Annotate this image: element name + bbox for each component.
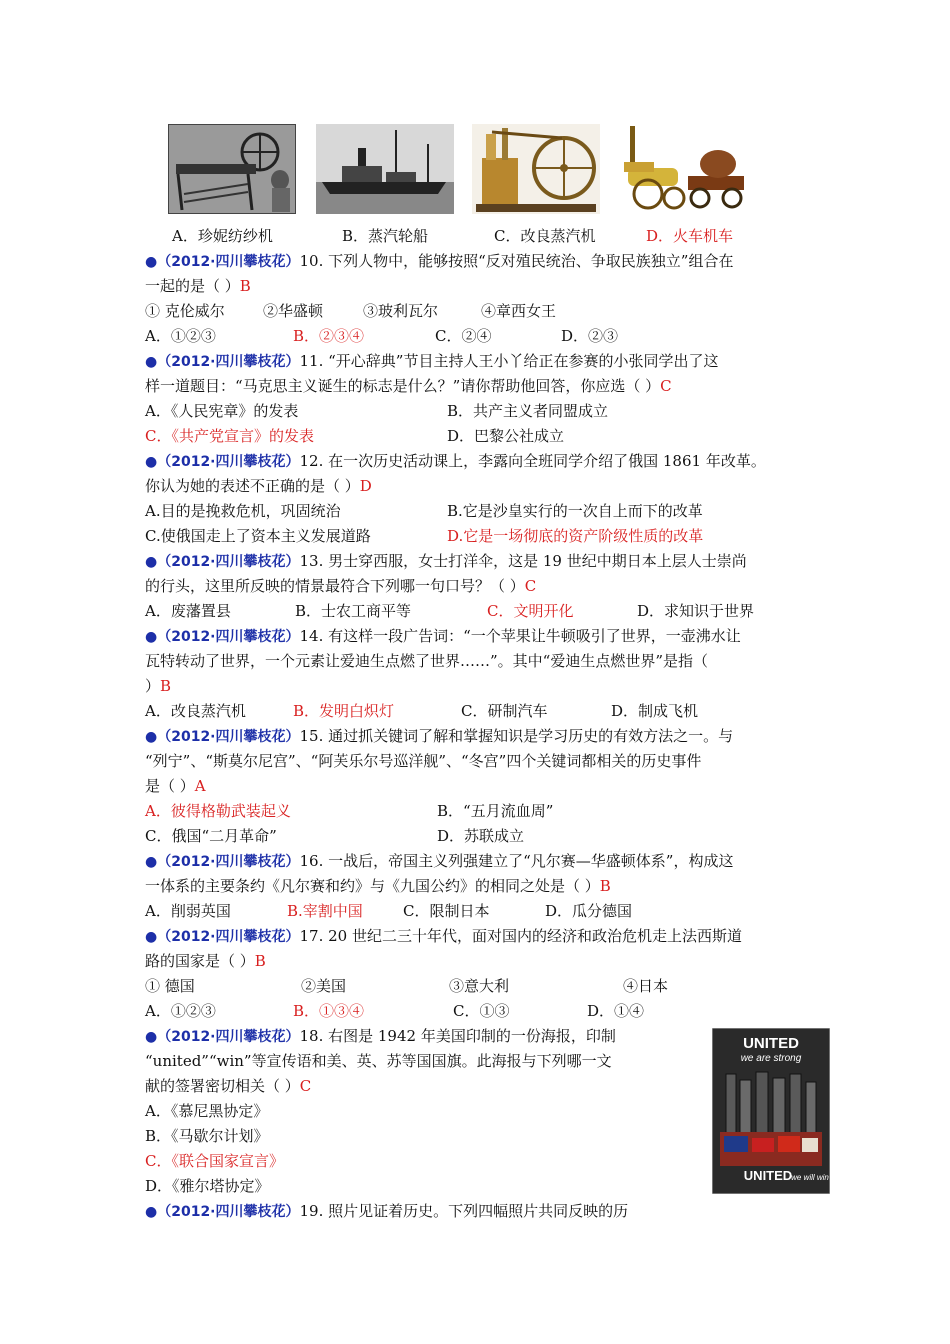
- q15-stem-line3: 是（ ）A: [145, 777, 206, 795]
- steam-engine-image: [472, 124, 600, 214]
- steamship-image: [316, 124, 454, 214]
- q18-option-a: A．《慕尼黑协定》: [145, 1102, 269, 1120]
- q13-options: A．废藩置县 B．士农工商平等 C．文明开化 D．求知识于世界: [145, 602, 755, 620]
- q9-option-d: D．火车机车: [646, 227, 734, 245]
- q9-option-c: C．改良蒸汽机: [494, 227, 596, 245]
- q18-stem-line2: “united”“win”等宣传语和美、英、苏等国国旗。此海报与下列哪一文: [145, 1052, 612, 1070]
- q18-option-d: D．《雅尔塔协定》: [145, 1177, 270, 1195]
- q15-source: ●（2012·四川攀枝花）: [145, 729, 300, 745]
- q18-option-b: B．《马歇尔计划》: [145, 1127, 269, 1145]
- spinning-jenny-image: [168, 124, 296, 214]
- q17-answer: B: [254, 952, 266, 970]
- q14-answer: B: [160, 677, 172, 695]
- q10-answer: B: [239, 277, 251, 295]
- q13-stem-line2: 的行头，这里所反映的情景最符合下列哪一句口号？（ ）C: [145, 577, 537, 595]
- q18-source: ●（2012·四川攀枝花）: [145, 1029, 300, 1045]
- q18-option-c: C．《联合国家宣言》: [145, 1152, 284, 1170]
- svg-text:we are strong: we are strong: [740, 1053, 802, 1064]
- svg-text:UNITED: UNITED: [743, 1035, 799, 1052]
- q11-answer: C: [660, 377, 672, 395]
- q18-stem-line3: 献的签署密切相关（ ）C: [145, 1077, 312, 1095]
- q18-stem-line1: ●（2012·四川攀枝花）18. 右图是 1942 年美国印制的一份海报，印制: [145, 1027, 616, 1045]
- q12-stem-line2: 你认为她的表述不正确的是（ ）D: [145, 477, 372, 495]
- q12-answer: D: [359, 477, 372, 495]
- q15-options-cd: C．俄国“二月革命” D．苏联成立: [145, 827, 525, 845]
- q16-stem-line2: 一体系的主要条约《凡尔赛和约》与《九国公约》的相同之处是（ ）B: [145, 877, 611, 895]
- q16-source: ●（2012·四川攀枝花）: [145, 854, 300, 870]
- q13-source: ●（2012·四川攀枝花）: [145, 554, 300, 570]
- question-9-pictures: [168, 124, 648, 216]
- q10-options: A．①②③ B．②③④ C．②④ D．②③: [145, 327, 619, 345]
- q15-stem-line2: “列宁”、“斯莫尔尼宫”、“阿芙乐尔号巡洋舰”、“冬宫”四个关键词都相关的历史事件: [145, 752, 702, 770]
- q15-answer: A: [194, 777, 206, 795]
- q14-options: A．改良蒸汽机 B．发明白炽灯 C．研制汽车 D．制成飞机: [145, 702, 699, 720]
- q15-stem-line1: ●（2012·四川攀枝花）15. 通过抓关键词了解和掌握知识是学习历史的有效方法之一。与: [145, 727, 734, 745]
- q16-stem-line1: ●（2012·四川攀枝花）16. 一战后，帝国主义列强建立了“凡尔赛—华盛顿体系”，构成这: [145, 852, 734, 870]
- q17-stem-line1: ●（2012·四川攀枝花）17. 20 世纪二三十年代，面对国内的经济和政治危机走上法西斯道: [145, 927, 742, 945]
- q11-options-cd: C．《共产党宣言》的发表 D．巴黎公社成立: [145, 427, 565, 445]
- q12-options-cd: C.使俄国走上了资本主义发展道路 D.它是一场彻底的资产阶级性质的改革: [145, 527, 704, 545]
- q19-stem-line1: ●（2012·四川攀枝花）19. 照片见证着历史。下列四幅照片共同反映的历: [145, 1202, 629, 1220]
- q12-stem-line1: ●（2012·四川攀枝花）12. 在一次历史活动课上，李露向全班同学介绍了俄国 1861 年改革。: [145, 452, 766, 470]
- q14-stem-line1: ●（2012·四川攀枝花）14. 有这样一段广告词：“一个苹果让牛顿吸引了世界，一壶沸水让: [145, 627, 741, 645]
- svg-text:UNITED: UNITED: [743, 1168, 793, 1183]
- q15-options-ab: A．彼得格勒武装起义 B．“五月流血周”: [145, 802, 554, 820]
- q14-stem-line3: ）B: [145, 677, 172, 695]
- q16-answer: B: [599, 877, 611, 895]
- q17-stem-line2: 路的国家是（ ）B: [145, 952, 266, 970]
- q11-source: ●（2012·四川攀枝花）: [145, 354, 300, 370]
- q9-option-b: B．蒸汽轮船: [342, 227, 429, 245]
- q12-source: ●（2012·四川攀枝花）: [145, 454, 300, 470]
- q17-source: ●（2012·四川攀枝花）: [145, 929, 300, 945]
- q9-options: [172, 226, 772, 246]
- q13-answer: C: [524, 577, 537, 595]
- q18-answer: C: [299, 1077, 312, 1095]
- united-poster-image: [712, 1028, 830, 1194]
- q11-stem-line1: ●（2012·四川攀枝花）11. “开心辞典”节目主持人王小丫给正在参赛的小张同学出了这: [145, 352, 719, 370]
- q10-stem-line2: 一起的是（ ）B: [145, 277, 251, 295]
- q17-options: A．①②③ B．①③④ C．①③ D．①④: [145, 1002, 645, 1020]
- q11-options-ab: A．《人民宪章》的发表 B．共产主义者同盟成立: [145, 402, 609, 420]
- q10-items: ① 克伦威尔 ②华盛顿 ③玻利瓦尔 ④章西女王: [145, 302, 557, 320]
- q12-options-ab: A.目的是挽救危机，巩固统治 B.它是沙皇实行的一次自上而下的改革: [145, 502, 703, 520]
- svg-text:we will win: we will win: [791, 1173, 829, 1182]
- q16-options: A．削弱英国 B.宰割中国 C．限制日本 D．瓜分德国: [145, 902, 633, 920]
- q10-source: ●（2012·四川攀枝花）: [145, 254, 300, 270]
- q10-stem-line1: ●（2012·四川攀枝花）10. 下列人物中，能够按照“反对殖民统治、争取民族独立”组合在: [145, 252, 734, 270]
- q14-stem-line2: 瓦特转动了世界，一个元素让爱迪生点燃了世界……”。其中“爱迪生点燃世界”是指（: [145, 652, 709, 670]
- q13-stem-line1: ●（2012·四川攀枝花）13. 男士穿西服，女士打洋伞，这是 19 世纪中期日本上层人士崇尚: [145, 552, 747, 570]
- q11-stem-line2: 样一道题目：“马克思主义诞生的标志是什么？”请你帮助他回答，你应选（ ）C: [145, 377, 672, 395]
- q9-option-a: A．珍妮纺纱机: [172, 227, 273, 245]
- locomotive-image: [618, 124, 748, 214]
- q17-items: ① 德国 ②美国 ③意大利 ④日本: [145, 977, 669, 995]
- q14-source: ●（2012·四川攀枝花）: [145, 629, 300, 645]
- q19-source: ●（2012·四川攀枝花）: [145, 1204, 300, 1220]
